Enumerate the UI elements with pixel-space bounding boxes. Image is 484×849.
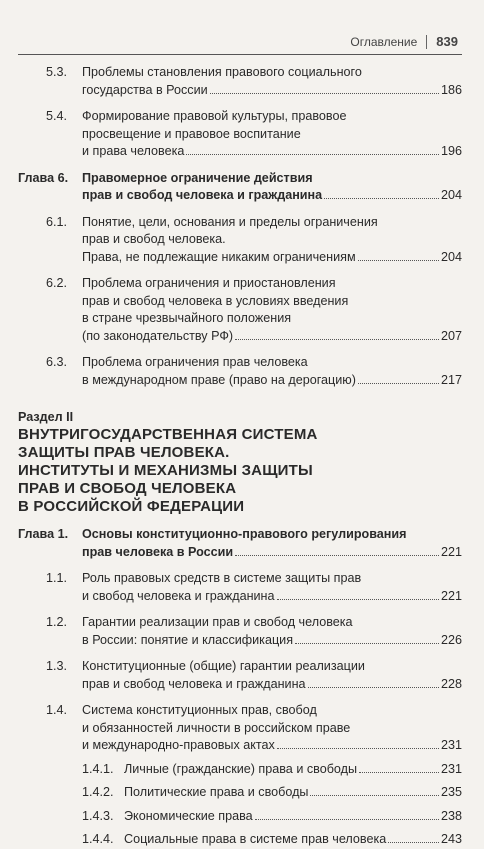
entry-page: 228 [440,676,462,691]
entry-page: 238 [440,808,462,823]
entry-title-line: в России: понятие и классификация [82,632,294,647]
entry-body [82,702,462,755]
entry-last-line [124,808,462,826]
entry-page: 186 [440,82,462,97]
entry-title-line: просвещение и правовое воспитание [82,126,301,141]
entry-number: 1.2. [46,615,68,629]
entry-number: Глава 6. [18,170,69,185]
entry-page: 196 [440,144,462,158]
dot-leader [255,819,439,820]
entry-last-line [82,143,462,161]
dot-leader [308,687,439,688]
entry-page: 204 [440,188,462,202]
entry-title-line: Социальные права в системе прав человека [124,832,387,846]
entry-title-line: и обязанностей личности в российском праве [82,720,351,735]
toc-entry[interactable] [0,170,484,205]
entry-title-line: Политические права и свободы [124,785,309,799]
entry-body [82,526,462,561]
toc-entry[interactable] [0,570,484,605]
entry-body [82,170,462,205]
entry-last-line [124,784,462,802]
entry-title-line: Проблема ограничения прав человека [82,355,308,369]
entry-number: 6.3. [46,355,68,369]
entry-title-line: прав и свобод человека и гражданина [82,188,323,202]
section-title-line: ВНУТРИГОСУДАРСТВЕННАЯ СИСТЕМА [18,426,318,443]
toc-entry[interactable] [0,831,484,849]
header-rule [18,54,462,55]
toc-entry[interactable] [0,108,484,161]
dot-leader [388,842,439,843]
section-title-line: В РОССИЙСКОЙ ФЕДЕРАЦИИ [18,498,245,515]
toc-entry[interactable] [0,784,484,802]
entry-body [124,831,462,849]
section-title-line: ЗАЩИТЫ ПРАВ ЧЕЛОВЕКА. [18,444,230,461]
header-label: Оглавление [350,34,418,49]
toc-entry[interactable] [0,526,484,561]
dot-leader [235,339,439,340]
section-title-line: ПРАВ И СВОБОД ЧЕЛОВЕКА [18,480,237,497]
toc-entry[interactable] [0,614,484,649]
entry-number: 6.1. [46,214,68,229]
entry-title-line: Формирование правовой культуры, правовое [82,109,347,123]
entry-page: 207 [440,328,462,343]
entry-title-line: Личные (гражданские) права и свободы [124,761,358,776]
entry-last-line [82,82,462,100]
dot-leader [235,555,439,556]
entry-title-line: в международном праве (право на дерогацию) [82,372,356,387]
entry-body [124,761,462,779]
dot-leader [277,599,439,600]
entry-title-line: прав человека в России [82,544,234,559]
toc-entry[interactable] [0,808,484,826]
entry-last-line [124,761,462,779]
dot-leader [186,154,439,155]
section-label: Раздел II [18,410,74,424]
entry-title-line: Роль правовых средств в системе защиты прав [82,571,362,585]
entry-body [124,784,462,802]
entry-body [82,570,462,605]
entry-body [82,108,462,161]
entry-page: 221 [440,544,462,559]
entry-number: 1.4. [46,703,68,717]
toc-entry[interactable] [0,214,484,267]
entry-title-line: в стране чрезвычайного положения [82,311,292,325]
entry-page: 235 [440,785,462,799]
entry-body [82,354,462,389]
entry-number: Глава 1. [18,527,69,541]
dot-leader [295,643,439,644]
entry-number: 1.3. [46,659,68,673]
entry-page: 243 [440,832,462,846]
dot-leader [358,260,439,261]
entry-title-line: Конституционные (общие) гарантии реализации [82,659,365,673]
entry-number: 1.1. [46,571,68,585]
section-title-line: ИНСТИТУТЫ И МЕХАНИЗМЫ ЗАЩИТЫ [18,462,313,479]
toc-entry[interactable] [0,702,484,755]
entry-title-line: Система конституционных прав, свобод [82,703,317,717]
entry-last-line [82,544,462,562]
dot-leader [359,772,439,773]
entry-page: 221 [440,588,462,603]
section-title [18,426,462,516]
entry-title-line: Проблема ограничения и приостановления [82,276,336,290]
entry-last-line [82,632,462,650]
entry-title-line: (по законодательству РФ) [82,328,234,343]
entry-last-line [82,588,462,606]
entry-number: 1.4.4. [82,832,114,846]
dot-leader [310,795,439,796]
entry-title-line: и международно-правовых актах [82,738,275,752]
entry-number: 1.4.3. [82,808,114,823]
entry-number: 1.4.2. [82,785,114,799]
dot-leader [210,93,439,94]
entry-body [82,275,462,345]
header-divider [426,35,427,49]
entry-body [82,614,462,649]
entry-page: 217 [440,372,462,387]
entry-number: 1.4.1. [82,761,114,776]
entry-title-line: и свобод человека и гражданина [82,588,275,603]
entry-title-line: Правомерное ограничение действия [82,170,313,185]
entry-body [82,658,462,693]
entry-title-line: Основы конституционно-правового регулирования [82,527,407,541]
entry-page: 226 [440,632,462,647]
dot-leader [324,198,439,199]
entry-last-line [82,249,462,267]
table-of-contents [0,64,484,849]
entry-last-line [82,676,462,694]
entry-title-line: Права, не подлежащие никаким ограничениям [82,249,356,264]
entry-title-line: Гарантии реализации прав и свобод человека [82,615,353,629]
dot-leader [358,383,439,384]
entry-title-line: прав и свобод человека. [82,232,226,246]
entry-body [82,214,462,267]
entry-last-line [82,372,462,390]
entry-title-line: Проблемы становления правового социального [82,65,362,79]
entry-page: 204 [440,249,462,264]
entry-number: 6.2. [46,276,68,290]
entry-page: 231 [440,761,462,776]
entry-page: 231 [440,738,462,752]
entry-title-line: прав и свобод человека в условиях введения [82,293,349,308]
page-number: 839 [436,34,458,49]
entry-number: 5.3. [46,65,68,79]
toc-entry[interactable] [0,761,484,779]
running-header [350,34,458,49]
entry-body [124,808,462,826]
entry-last-line [82,328,462,346]
entry-title-line: прав и свобод человека и гражданина [82,676,306,691]
entry-title-line: Понятие, цели, основания и пределы ограничения [82,214,378,229]
toc-entry[interactable] [0,658,484,693]
section-heading [18,409,462,516]
entry-title-line: государства в России [82,82,208,97]
toc-entry[interactable] [0,64,484,99]
entry-last-line [124,831,462,849]
entry-last-line [82,187,462,205]
entry-title-line: Экономические права [124,808,253,823]
entry-last-line [82,737,462,755]
toc-entry[interactable] [0,354,484,389]
dot-leader [277,748,439,749]
toc-entry[interactable] [0,275,484,345]
entry-body [82,64,462,99]
entry-title-line: и права человека [82,144,185,158]
entry-number: 5.4. [46,109,68,123]
